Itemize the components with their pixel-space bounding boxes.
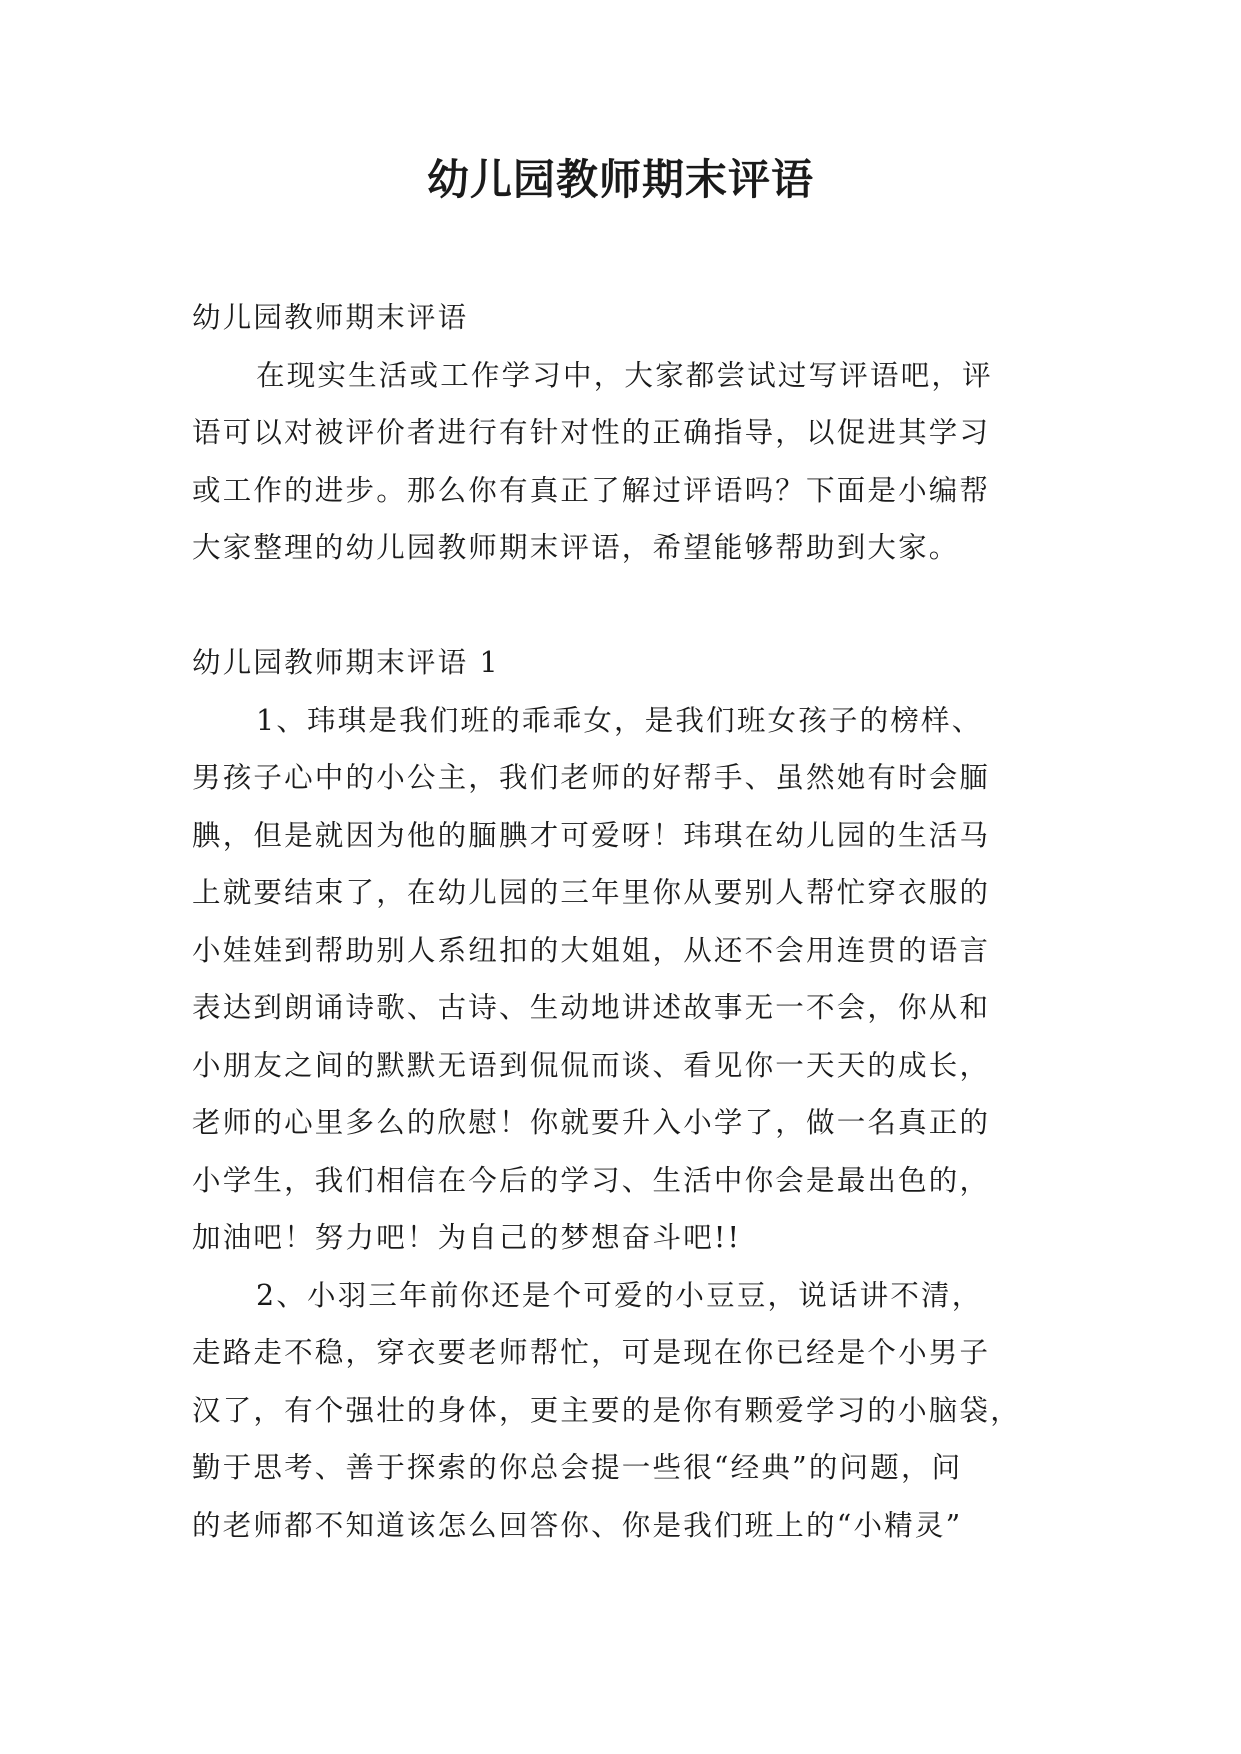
paragraph-line: 加油吧！努力吧！为自己的梦想奋斗吧!! xyxy=(192,1221,742,1254)
intro-heading: 幼儿园教师期末评语 xyxy=(192,301,469,334)
paragraph-line: 的老师都不知道该怎么回答你、你是我们班上的“小精灵” xyxy=(192,1508,963,1542)
paragraph-line: 小学生，我们相信在今后的学习、生活中你会是最出色的， xyxy=(192,1163,991,1197)
document-body xyxy=(192,289,1058,1554)
paragraph-line: 在现实生活或工作学习中，大家都尝试过写评语吧，评 xyxy=(256,358,993,392)
paragraph-line: 表达到朗诵诗歌、古诗、生动地讲述故事无一不会，你从和 xyxy=(192,991,991,1024)
paragraph-line: 语可以对被评价者进行有针对性的正确指导，以促进其学习 xyxy=(192,416,991,449)
paragraph-line: 男孩子心中的小公主，我们老师的好帮手、虽然她有时会腼 xyxy=(192,761,991,794)
paragraph-line: 小娃娃到帮助别人系纽扣的大姐姐，从还不会用连贯的语言 xyxy=(192,933,991,967)
intro-paragraph xyxy=(192,347,1058,577)
comment-item-1 xyxy=(192,692,1058,1267)
paragraph-line: 2、小羽三年前你还是个可爱的小豆豆，说话讲不清， xyxy=(256,1278,983,1312)
section-spacer xyxy=(192,577,1058,635)
paragraph-line: 小朋友之间的默默无语到侃侃而谈、看见你一天天的成长， xyxy=(192,1048,991,1082)
paragraph-line: 1、玮琪是我们班的乖乖女，是我们班女孩子的榜样、 xyxy=(256,703,983,737)
section-heading: 幼儿园教师期末评语 1 xyxy=(192,646,500,679)
paragraph-line: 走路走不稳，穿衣要老师帮忙，可是现在你已经是个小男子 xyxy=(192,1336,991,1369)
paragraph-line: 汉了，有个强壮的身体，更主要的是你有颗爱学习的小脑袋， xyxy=(192,1393,1021,1427)
paragraph-line: 或工作的进步。那么你有真正了解过评语吗？下面是小编帮 xyxy=(192,473,991,507)
paragraph-line: 腆，但是就因为他的腼腆才可爱呀！玮琪在幼儿园的生活马 xyxy=(192,818,991,852)
paragraph-line: 老师的心里多么的欣慰！你就要升入小学了，做一名真正的 xyxy=(192,1106,991,1139)
document-title: 幼儿园教师期末评语 xyxy=(426,155,814,204)
comment-item-2 xyxy=(192,1267,1058,1555)
paragraph-line: 勤于思考、善于探索的你总会提一些很“经典”的问题，问 xyxy=(192,1451,963,1484)
paragraph-line: 大家整理的幼儿园教师期末评语，希望能够帮助到大家。 xyxy=(192,531,960,564)
paragraph-line: 上就要结束了，在幼儿园的三年里你从要别人帮忙穿衣服的 xyxy=(192,876,991,909)
